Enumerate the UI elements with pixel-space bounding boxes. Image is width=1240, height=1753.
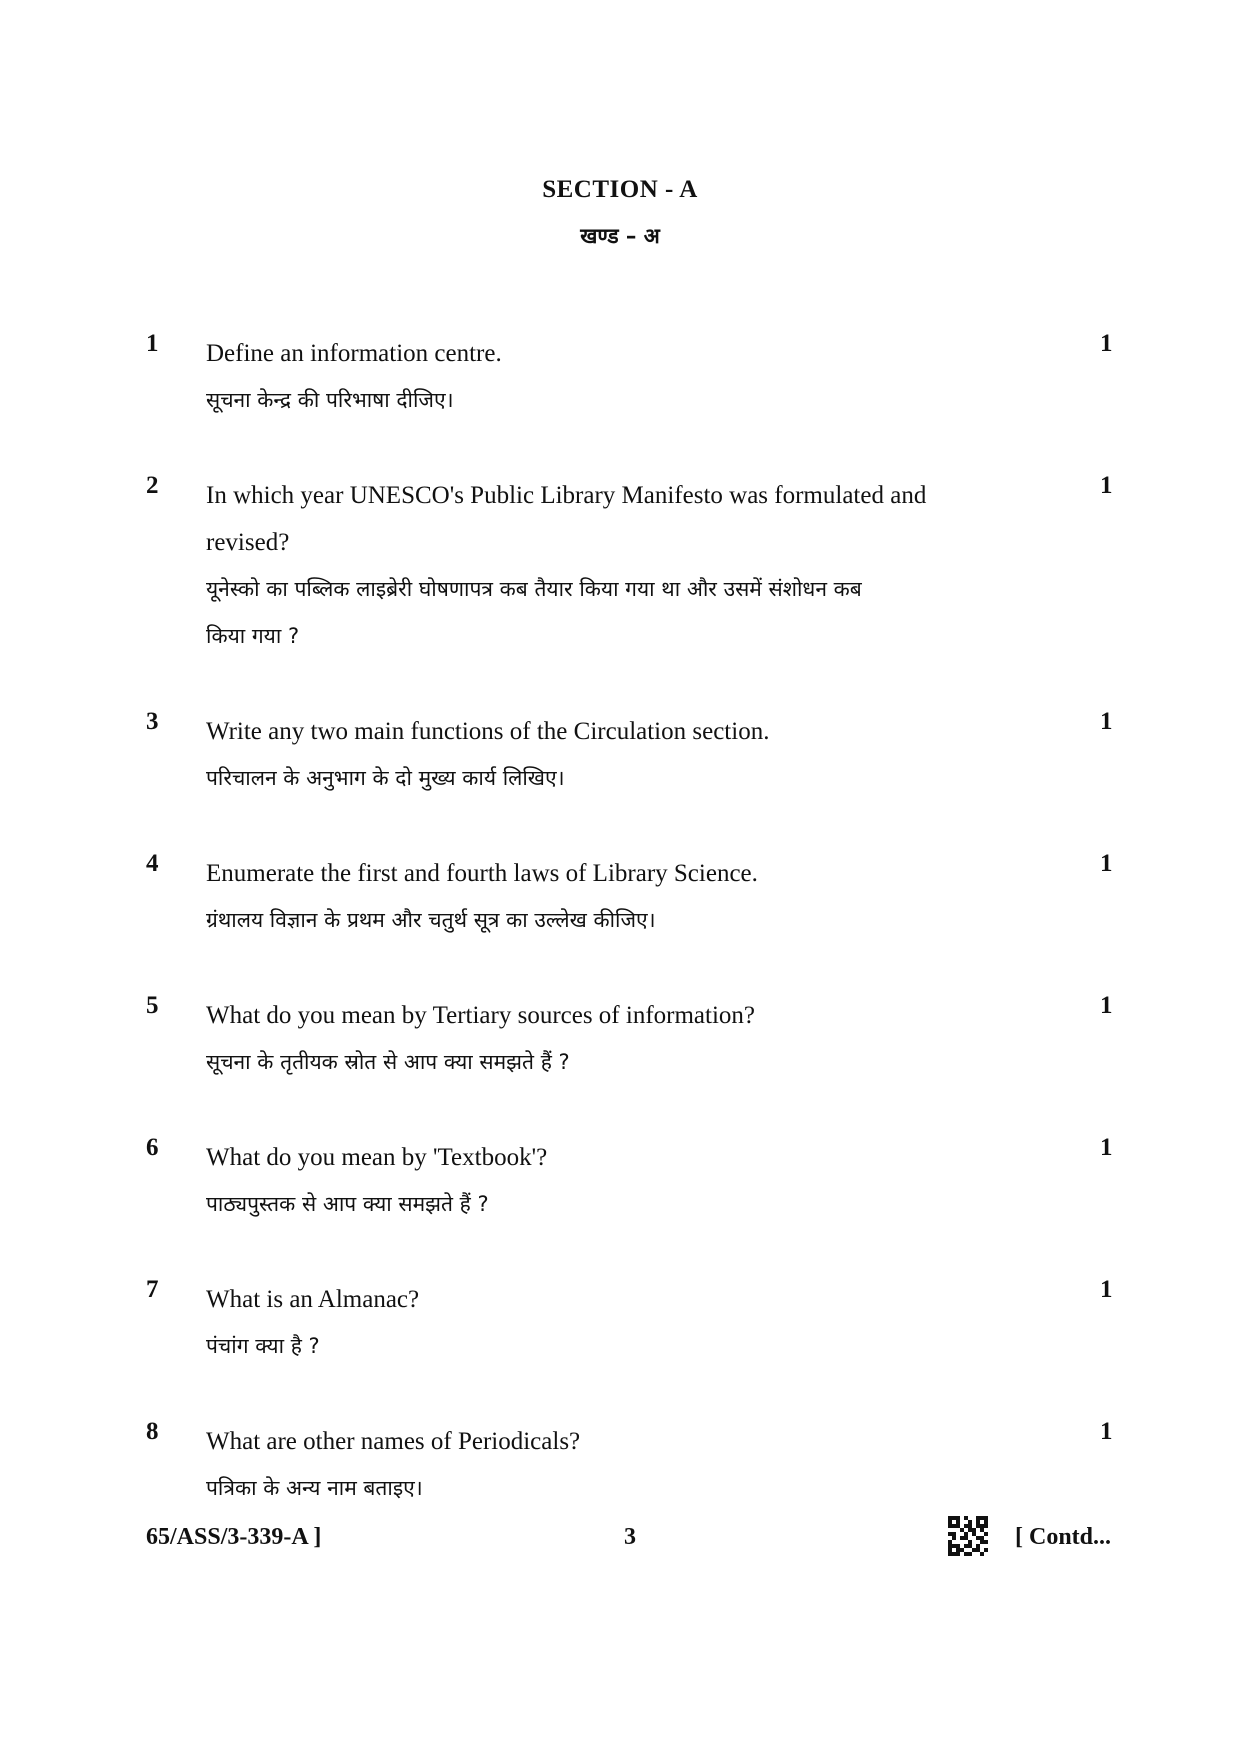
section-title: SECTION - A <box>542 176 698 203</box>
question-body <box>206 992 1026 1086</box>
question-number: 8 <box>146 1418 159 1445</box>
question-text-english-line-1: In which year UNESCO's Public Library Manifesto was formulated and <box>206 482 927 509</box>
question-body <box>206 472 1026 660</box>
question-number: 6 <box>146 1134 159 1161</box>
question-marks: 1 <box>1100 472 1113 499</box>
question-body <box>206 330 1026 424</box>
question-text-hindi: पंचांग क्या है ? <box>206 1334 320 1358</box>
paper-code: 65/ASS/3-339-A ] <box>146 1524 322 1550</box>
question-body <box>206 1418 1026 1512</box>
question-number: 3 <box>146 708 159 735</box>
question-text-hindi-line-2: किया गया ? <box>206 624 300 648</box>
question-marks: 1 <box>1100 1276 1113 1303</box>
question-text-english: What is an Almanac? <box>206 1286 420 1313</box>
question-text-hindi: पाठ्यपुस्तक से आप क्या समझते हैं ? <box>206 1192 489 1216</box>
question-text-english: Enumerate the first and fourth laws of Library Science. <box>206 860 758 887</box>
question-text-english: What are other names of Periodicals? <box>206 1428 581 1455</box>
question-number: 7 <box>146 1276 159 1303</box>
question-number: 5 <box>146 992 159 1019</box>
question-marks: 1 <box>1100 850 1113 877</box>
question-number: 1 <box>146 330 159 357</box>
question-text-hindi: ग्रंथालय विज्ञान के प्रथम और चतुर्थ सूत्र का उल्लेख कीजिए। <box>206 908 656 932</box>
question-body <box>206 1276 1026 1370</box>
question-marks: 1 <box>1100 992 1113 1019</box>
question-text-english: What do you mean by 'Textbook'? <box>206 1144 548 1171</box>
question-body <box>206 708 1026 802</box>
question-marks: 1 <box>1100 1418 1113 1445</box>
question-marks: 1 <box>1100 330 1113 357</box>
question-text-english: Define an information centre. <box>206 340 502 367</box>
question-text-hindi: सूचना के तृतीयक स्रोत से आप क्या समझते हैं ? <box>206 1050 570 1074</box>
continued-label: [ Contd... <box>1015 1524 1112 1550</box>
section-subtitle: खण्ड – अ <box>580 224 660 248</box>
question-text-hindi: परिचालन के अनुभाग के दो मुख्य कार्य लिखिए। <box>206 766 565 790</box>
question-number: 4 <box>146 850 159 877</box>
question-marks: 1 <box>1100 708 1113 735</box>
question-text-english-line-2: revised? <box>206 529 290 556</box>
page-number: 3 <box>624 1524 636 1550</box>
question-number: 2 <box>146 472 159 499</box>
question-text-english: Write any two main functions of the Circulation section. <box>206 718 770 745</box>
qr-code-icon <box>948 1516 988 1556</box>
question-text-hindi-line-1: यूनेस्को का पब्लिक लाइब्रेरी घोषणापत्र कब तैयार किया गया था और उसमें संशोधन कब <box>206 577 862 601</box>
question-text-hindi: पत्रिका के अन्य नाम बताइए। <box>206 1476 423 1500</box>
question-marks: 1 <box>1100 1134 1113 1161</box>
question-body <box>206 1134 1026 1228</box>
question-text-english: What do you mean by Tertiary sources of information? <box>206 1002 756 1029</box>
question-text-hindi: सूचना केन्द्र की परिभाषा दीजिए। <box>206 388 454 412</box>
question-body <box>206 850 1026 944</box>
